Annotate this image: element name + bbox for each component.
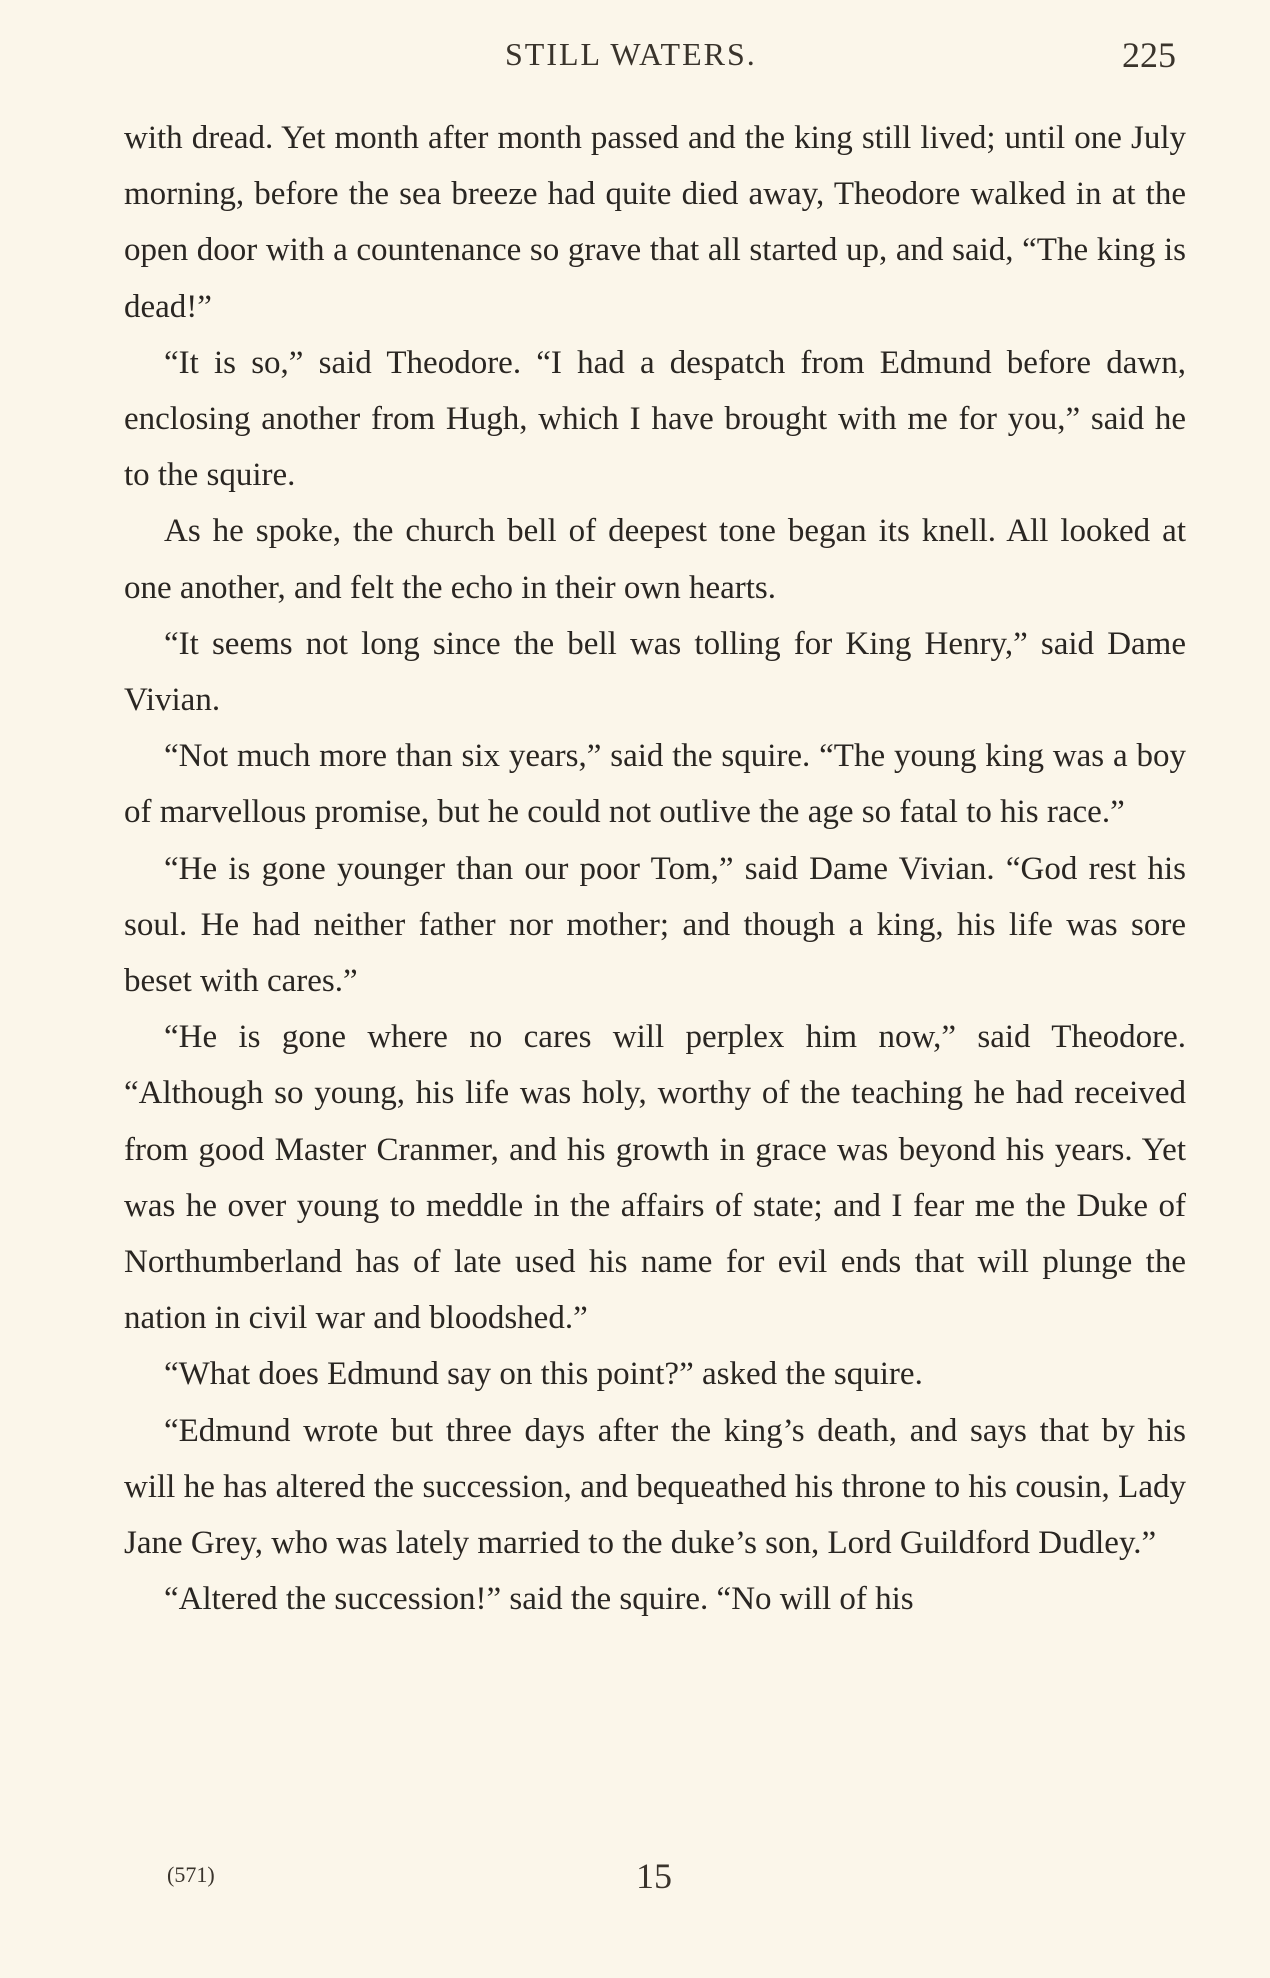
body-text <box>124 110 1186 1627</box>
paragraph: “Edmund wrote but three days after the king’s death, and says that by his will he has altered the succession, and bequeathed his throne to his cousin, Lady Jane Grey, who was lately married to the duke’s son, Lord Guildford Dudley.” <box>124 1412 1186 1562</box>
page-number-bottom: 15 <box>636 1856 672 1896</box>
running-head <box>0 30 1270 80</box>
paragraph: As he spoke, the church bell of deepest tone began its knell. All looked at one another, and felt the echo in their own hearts. <box>124 513 1186 606</box>
paragraph: “Not much more than six years,” said the squire. “The young king was a boy of marvellous promise, but he could not outlive the age so fatal to his race.” <box>124 738 1186 831</box>
paragraph: “He is gone where no cares will perplex him now,” said Theodore. “Although so young, his life was holy, worthy of the teaching he had received from good Master Cranmer, and his growth in grace was beyond his years. Yet was he over young to meddle in the affairs of state; and I fear me the Duke of Northumberland has of late used his name for evil ends that will plunge the nation in civil war and bloodshed.” <box>124 1019 1186 1337</box>
signature-mark: (571) <box>167 1862 215 1887</box>
paragraph: “It is so,” said Theodore. “I had a despatch from Edmund before dawn, enclosing another from Hugh, which I have brought with me for you,” said he to the squire. <box>124 344 1186 494</box>
paragraph: “He is gone younger than our poor Tom,” said Dame Vivian. “God rest his soul. He had neither father nor mother; and though a king, his life was sore beset with cares.” <box>124 850 1186 1000</box>
paragraph: “It seems not long since the bell was tolling for King Henry,” said Dame Vivian. <box>124 625 1186 719</box>
paragraph: with dread. Yet month after month passed and the king still lived; until one July morning, before the sea breeze had quite died away, Theodore walked in at the open door with a countenance so grave that all started up, and said, “The king is dead!” <box>124 120 1186 325</box>
running-title: STILL WATERS. <box>505 36 757 72</box>
page-number-top: 225 <box>1122 35 1176 75</box>
paragraph: “What does Edmund say on this point?” asked the squire. <box>164 1356 923 1393</box>
paragraph: “Altered the succession!” said the squire. “No will of his <box>164 1581 914 1618</box>
